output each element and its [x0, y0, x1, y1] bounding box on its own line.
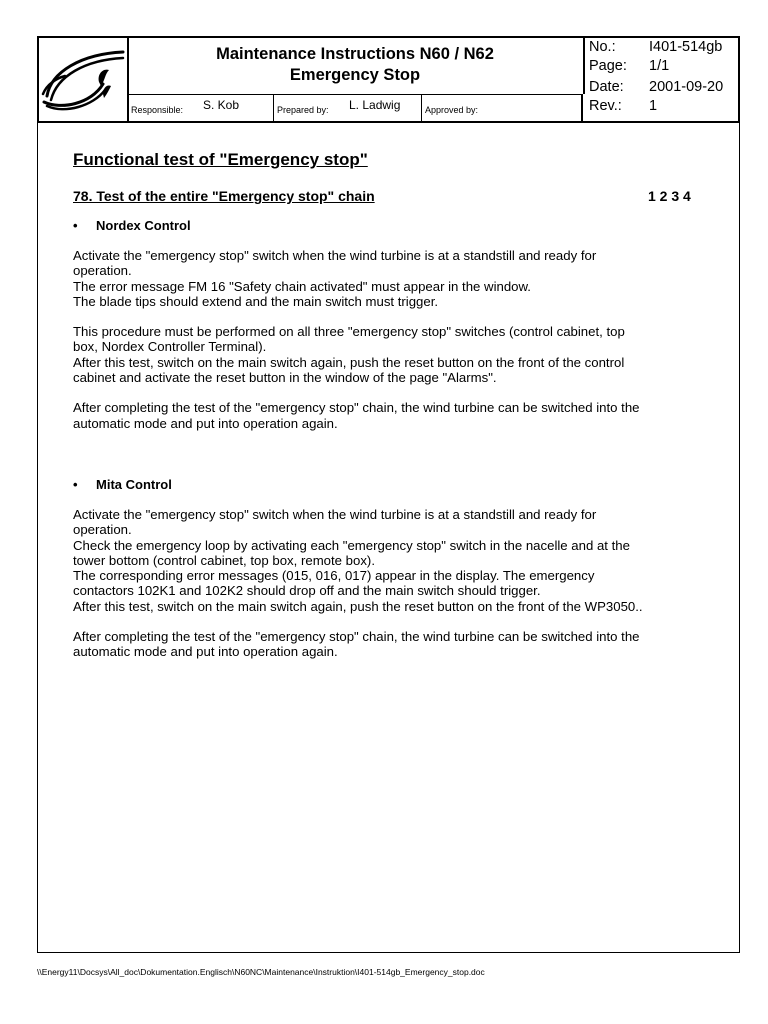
mita-paragraph-1: Activate the "emergency stop" switch when the wind turbine is at a standstill and ready for operation. Check the emergency loop by activating each "emergency stop" switch in the nacelle and at the tower bottom (control cabinet, top box, remote box). The corresponding error messages (015, 016, 017) appear in the display. The emergency contactors 102K1 and 102K2 should drop off and the main switch should trigger. After this test, switch on the main switch again, push the reset button on the front of the WP3050.. — [73, 506, 643, 614]
responsible-label: Responsible: — [131, 105, 184, 115]
prepared-cell — [273, 95, 422, 121]
document-subtitle: Emergency Stop — [289, 66, 421, 84]
nordex-paragraph-3: After completing the test of the "emergency stop" chain, the wind turbine can be switched into the automatic mode and put into operation again. — [73, 400, 640, 431]
mita-paragraph-2: After completing the test of the "emergency stop" chain, the wind turbine can be switched into the automatic mode and put into operation again. — [73, 629, 640, 660]
section-numbers: 1 2 3 4 — [648, 188, 691, 204]
footer-file-path: \\Energy11\Docsys\All_doc\Dokumentation.Englisch\N60NC\Maintenance\Instruktion\I401-514gb_Emergency_stop.doc — [37, 967, 485, 977]
document-title: Maintenance Instructions N60 / N62 — [216, 45, 494, 63]
document-meta: No.: I401-514gb Page: 1/1 Date: 2001-09-20 Rev.: 1 — [589, 39, 724, 114]
document-body — [73, 150, 713, 660]
nordex-control-title: Nordex Control — [96, 218, 191, 233]
nordex-paragraph-1: Activate the "emergency stop" switch when the wind turbine is at a standstill and ready for operation. The error message FM 16 "Safety chain activated" must appear in the window. The blade tips should extend and the main switch must trigger. — [73, 248, 597, 309]
mita-control-heading — [73, 477, 713, 499]
bullet-icon: • — [73, 218, 78, 233]
prepared-value: L. Ladwig — [349, 98, 401, 112]
company-logo-icon — [41, 44, 125, 114]
mita-control-title: Mita Control — [96, 476, 172, 492]
title-cell — [127, 38, 585, 94]
document-header — [37, 36, 740, 123]
responsible-cell — [127, 95, 274, 121]
nordex-control-heading — [73, 218, 713, 240]
nordex-paragraph-2: This procedure must be performed on all three "emergency stop" switches (control cabinet, top box, Nordex Controller Terminal). After this test, switch on the main switch again, push the reset button on the front of the control cabinet and activate the reset button in the window of the page "Alarms". — [73, 324, 625, 386]
approved-cell — [421, 95, 583, 121]
signature-row — [127, 94, 583, 121]
approved-label: Approved by: — [425, 105, 479, 115]
responsible-value: S. Kob — [203, 98, 240, 112]
page-heading: Functional test of "Emergency stop" — [73, 150, 368, 169]
section-header — [73, 188, 713, 218]
section-title: 78. Test of the entire "Emergency stop" chain — [73, 188, 375, 204]
logo-cell — [39, 38, 129, 121]
prepared-label: Prepared by: — [277, 105, 329, 115]
bullet-icon: • — [73, 476, 78, 492]
